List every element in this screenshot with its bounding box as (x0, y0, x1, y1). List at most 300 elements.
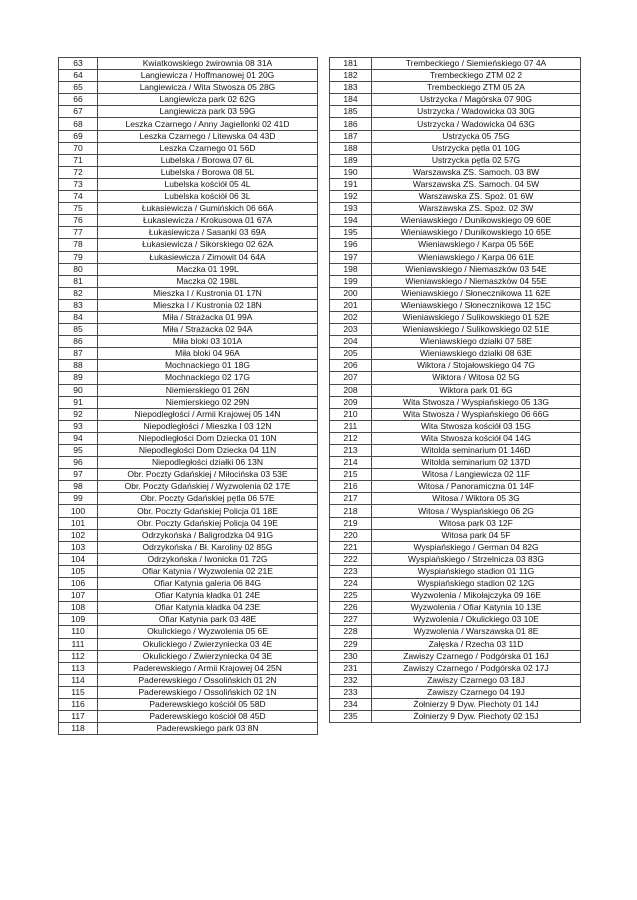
stop-number-cell: 221 (330, 541, 372, 553)
table-row (59, 191, 318, 203)
table-row (330, 215, 581, 227)
table-row (59, 287, 318, 299)
stop-number-cell: 71 (59, 154, 98, 166)
stop-number-cell: 222 (330, 553, 372, 565)
table-row (59, 348, 318, 360)
stop-name-cell: Witosa / Panoramiczna 01 14F (372, 481, 581, 493)
table-row (330, 275, 581, 287)
stop-name-cell: Wita Stwosza kościół 03 15G (372, 420, 581, 432)
stop-name-cell: Zawiszy Czarnego / Podgórska 02 17J (372, 662, 581, 674)
table-row (330, 299, 581, 311)
table-row (330, 239, 581, 251)
table-row (59, 711, 318, 723)
stop-name-cell: Wiktora park 01 6G (372, 384, 581, 396)
stop-name-cell: Ustrzycka 05 75G (372, 130, 581, 142)
stop-name-cell: Wyspiańskiego stadion 02 12G (372, 578, 581, 590)
table-row (59, 493, 318, 505)
stop-name-cell: Okulickiego / Zwierzyniecka 03 4E (98, 638, 318, 650)
table-row (59, 626, 318, 638)
stop-number-cell: 194 (330, 215, 372, 227)
stop-name-cell: Langiewicza / Hoffmanowej 01 20G (98, 70, 318, 82)
table-row (330, 203, 581, 215)
stop-number-cell: 232 (330, 674, 372, 686)
table-row (59, 58, 318, 70)
stop-name-cell: Kwiatkowskiego żwirownia 08 31A (98, 58, 318, 70)
stop-name-cell: Wiktora / Witosa 02 5G (372, 372, 581, 384)
table-row (330, 178, 581, 190)
stop-number-cell: 223 (330, 565, 372, 577)
stop-number-cell: 115 (59, 686, 98, 698)
stop-number-cell: 70 (59, 142, 98, 154)
stop-number-cell: 93 (59, 420, 98, 432)
stop-number-cell: 217 (330, 493, 372, 505)
stop-name-cell: Żołnierzy 9 Dyw. Piechoty 02 15J (372, 711, 581, 723)
table-row (330, 626, 581, 638)
table-row (330, 553, 581, 565)
stop-number-cell: 75 (59, 203, 98, 215)
stop-name-cell: Ofiar Katynia kładka 01 24E (98, 590, 318, 602)
stop-name-cell: Wita Stwosza kościół 04 14G (372, 432, 581, 444)
table-row (59, 324, 318, 336)
table-row (59, 445, 318, 457)
table-row (330, 565, 581, 577)
table-row (59, 420, 318, 432)
table-row (59, 118, 318, 130)
table-row (59, 517, 318, 529)
table-row (59, 70, 318, 82)
stop-name-cell: Odrzykońska / Iwonicka 01 72G (98, 553, 318, 565)
stop-number-cell: 98 (59, 481, 98, 493)
table-row (330, 384, 581, 396)
table-row (330, 481, 581, 493)
stop-number-cell: 182 (330, 70, 372, 82)
table-row (330, 251, 581, 263)
table-row (59, 142, 318, 154)
stop-name-cell: Miła / Strażacka 02 94A (98, 324, 318, 336)
table-row (330, 420, 581, 432)
stop-name-cell: Okulickiego / Zwierzyniecka 04 3E (98, 650, 318, 662)
stop-name-cell: Wieniawskiego działki 08 63E (372, 348, 581, 360)
stop-name-cell: Wieniawskiego / Sulikowskiego 01 52E (372, 311, 581, 323)
stop-name-cell: Łukasiewicza / Zimowit 04 64A (98, 251, 318, 263)
table-row (330, 602, 581, 614)
stop-number-cell: 208 (330, 384, 372, 396)
table-row (59, 178, 318, 190)
stop-name-cell: Ustrzycka pętla 02 57G (372, 154, 581, 166)
stop-name-cell: Obr. Poczty Gdańskiej Policja 04 19E (98, 517, 318, 529)
stop-number-cell: 79 (59, 251, 98, 263)
stop-number-cell: 114 (59, 674, 98, 686)
table-row (330, 227, 581, 239)
stop-name-cell: Łukasiewicza / Gumińskich 06 66A (98, 203, 318, 215)
stop-number-cell: 74 (59, 191, 98, 203)
table-row (59, 602, 318, 614)
stop-name-cell: Obr. Poczty Gdańskiej / Wyzwolenia 02 17E (98, 481, 318, 493)
stop-name-cell: Warszawska ZS. Samoch. 04 5W (372, 178, 581, 190)
stop-number-cell: 109 (59, 614, 98, 626)
stop-name-cell: Mieszka I / Kustronia 01 17N (98, 287, 318, 299)
stop-number-cell: 219 (330, 517, 372, 529)
table-row (330, 408, 581, 420)
stop-name-cell: Wieniawskiego / Karpa 05 56E (372, 239, 581, 251)
stop-number-cell: 198 (330, 263, 372, 275)
table-row (59, 360, 318, 372)
table-row (330, 662, 581, 674)
bus-stop-table-left (58, 57, 318, 735)
table-row (59, 541, 318, 553)
table-row (59, 578, 318, 590)
stop-number-cell: 76 (59, 215, 98, 227)
stop-number-cell: 111 (59, 638, 98, 650)
table-row (59, 251, 318, 263)
table-row (330, 590, 581, 602)
stop-name-cell: Langiewicza / Wita Stwosza 05 28G (98, 82, 318, 94)
stop-name-cell: Wiktora / Stojałowskiego 04 7G (372, 360, 581, 372)
stop-name-cell: Wyzwolenia / Mikołajczyka 09 16E (372, 590, 581, 602)
stop-number-cell: 81 (59, 275, 98, 287)
stop-number-cell: 94 (59, 432, 98, 444)
table-row (59, 372, 318, 384)
table-row (59, 408, 318, 420)
stop-number-cell: 197 (330, 251, 372, 263)
table-row (59, 698, 318, 710)
table-row (330, 360, 581, 372)
stop-name-cell: Trembeckiego ZTM 05 2A (372, 82, 581, 94)
table-row (59, 299, 318, 311)
table-row (59, 662, 318, 674)
stop-name-cell: Odrzykońska / Bł. Karoliny 02 85G (98, 541, 318, 553)
stop-name-cell: Ustrzycka / Magórska 07 90G (372, 94, 581, 106)
stop-number-cell: 203 (330, 324, 372, 336)
stop-number-cell: 181 (330, 58, 372, 70)
stop-name-cell: Lubelska / Borowa 07 6L (98, 154, 318, 166)
stop-number-cell: 89 (59, 372, 98, 384)
stop-number-cell: 67 (59, 106, 98, 118)
stop-number-cell: 233 (330, 686, 372, 698)
table-row (330, 505, 581, 517)
stop-name-cell: Miła bloki 03 101A (98, 336, 318, 348)
table-row (330, 469, 581, 481)
stop-name-cell: Maczka 02 198L (98, 275, 318, 287)
stop-name-cell: Paderewskiego park 03 8N (98, 723, 318, 735)
table-row (330, 517, 581, 529)
table-row (330, 638, 581, 650)
table-row (59, 686, 318, 698)
stop-number-cell: 213 (330, 445, 372, 457)
stop-number-cell: 229 (330, 638, 372, 650)
table-row (330, 106, 581, 118)
stop-number-cell: 86 (59, 336, 98, 348)
stop-name-cell: Mochnackiego 01 18G (98, 360, 318, 372)
stop-name-cell: Witosa park 03 12F (372, 517, 581, 529)
stop-name-cell: Niepodległości / Armii Krajowej 05 14N (98, 408, 318, 420)
table-row (59, 432, 318, 444)
stop-number-cell: 80 (59, 263, 98, 275)
table-row (59, 590, 318, 602)
stop-number-cell: 66 (59, 94, 98, 106)
table-row (59, 650, 318, 662)
stop-name-cell: Wieniawskiego / Dunikowskiego 10 65E (372, 227, 581, 239)
stop-number-cell: 200 (330, 287, 372, 299)
stop-number-cell: 183 (330, 82, 372, 94)
table-row (59, 239, 318, 251)
stop-number-cell: 116 (59, 698, 98, 710)
stop-name-cell: Witosa / Wiktora 05 3G (372, 493, 581, 505)
stop-number-cell: 68 (59, 118, 98, 130)
stop-number-cell: 228 (330, 626, 372, 638)
table-row (330, 118, 581, 130)
table-row (330, 263, 581, 275)
stop-number-cell: 224 (330, 578, 372, 590)
stop-number-cell: 214 (330, 457, 372, 469)
stop-name-cell: Langiewicza park 02 62G (98, 94, 318, 106)
table-row (330, 578, 581, 590)
stop-name-cell: Niepodległości Dom Dziecka 04 11N (98, 445, 318, 457)
table-row (59, 505, 318, 517)
stop-number-cell: 226 (330, 602, 372, 614)
stop-name-cell: Załęska / Rzecha 03 11D (372, 638, 581, 650)
stop-number-cell: 212 (330, 432, 372, 444)
table-row (330, 348, 581, 360)
stop-name-cell: Obr. Poczty Gdańskiej Policja 01 18E (98, 505, 318, 517)
stop-number-cell: 218 (330, 505, 372, 517)
stop-number-cell: 91 (59, 396, 98, 408)
table-row (330, 493, 581, 505)
stop-name-cell: Wyspiańskiego / German 04 82G (372, 541, 581, 553)
table-row (330, 58, 581, 70)
stop-name-cell: Ustrzycka / Wadowicka 04 63G (372, 118, 581, 130)
stop-number-cell: 216 (330, 481, 372, 493)
table-row (330, 94, 581, 106)
stop-number-cell: 77 (59, 227, 98, 239)
stop-name-cell: Witosa / Wyspiańskiego 06 2G (372, 505, 581, 517)
stop-name-cell: Wyzwolenia / Warszawska 01 8E (372, 626, 581, 638)
stop-name-cell: Warszawska ZS. Samoch. 03 8W (372, 166, 581, 178)
stop-name-cell: Wieniawskiego / Karpa 06 61E (372, 251, 581, 263)
stop-number-cell: 227 (330, 614, 372, 626)
table-row (330, 529, 581, 541)
stop-name-cell: Łukasiewicza / Sasanki 03 69A (98, 227, 318, 239)
bus-stop-table-left-body (59, 58, 318, 735)
stop-number-cell: 64 (59, 70, 98, 82)
stop-name-cell: Ofiar Katynia park 03 48E (98, 614, 318, 626)
stop-number-cell: 106 (59, 578, 98, 590)
stop-name-cell: Witolda seminarium 01 146D (372, 445, 581, 457)
table-row (330, 698, 581, 710)
table-row (330, 372, 581, 384)
table-row (330, 166, 581, 178)
stop-name-cell: Paderewskiego / Ossolińskich 02 1N (98, 686, 318, 698)
stop-number-cell: 113 (59, 662, 98, 674)
stop-number-cell: 186 (330, 118, 372, 130)
table-row (59, 227, 318, 239)
stop-name-cell: Wyspiańskiego / Strzelnicza 03 83G (372, 553, 581, 565)
stop-number-cell: 85 (59, 324, 98, 336)
stop-number-cell: 69 (59, 130, 98, 142)
stop-number-cell: 235 (330, 711, 372, 723)
stop-number-cell: 87 (59, 348, 98, 360)
table-row (59, 311, 318, 323)
stop-number-cell: 63 (59, 58, 98, 70)
stop-number-cell: 189 (330, 154, 372, 166)
table-row (59, 723, 318, 735)
stop-number-cell: 187 (330, 130, 372, 142)
stop-number-cell: 206 (330, 360, 372, 372)
stop-number-cell: 230 (330, 650, 372, 662)
stop-number-cell: 207 (330, 372, 372, 384)
table-row (59, 529, 318, 541)
stop-number-cell: 78 (59, 239, 98, 251)
stop-number-cell: 72 (59, 166, 98, 178)
stop-number-cell: 99 (59, 493, 98, 505)
bus-stop-table-right-body (330, 58, 581, 723)
stop-number-cell: 82 (59, 287, 98, 299)
table-row (59, 130, 318, 142)
table-row (59, 94, 318, 106)
stop-number-cell: 205 (330, 348, 372, 360)
stop-name-cell: Trembeckiego / Siemieńskiego 07 4A (372, 58, 581, 70)
table-row (330, 686, 581, 698)
stop-name-cell: Wieniawskiego / Dunikowskiego 09 60E (372, 215, 581, 227)
stop-name-cell: Obr. Poczty Gdańskiej pętla 06 57E (98, 493, 318, 505)
stop-name-cell: Lubelska / Borowa 08 5L (98, 166, 318, 178)
table-row (59, 384, 318, 396)
stop-number-cell: 234 (330, 698, 372, 710)
stop-name-cell: Odrzykońska / Baligrodzka 04 91G (98, 529, 318, 541)
table-row (330, 191, 581, 203)
stop-number-cell: 90 (59, 384, 98, 396)
stop-number-cell: 88 (59, 360, 98, 372)
stop-number-cell: 190 (330, 166, 372, 178)
table-row (330, 650, 581, 662)
table-row (59, 614, 318, 626)
table-row (330, 711, 581, 723)
stop-name-cell: Wieniawskiego / Sulikowskiego 02 51E (372, 324, 581, 336)
stop-number-cell: 220 (330, 529, 372, 541)
stop-number-cell: 65 (59, 82, 98, 94)
stop-name-cell: Miła bloki 04 96A (98, 348, 318, 360)
stop-number-cell: 225 (330, 590, 372, 602)
stop-number-cell: 103 (59, 541, 98, 553)
table-row (330, 457, 581, 469)
stop-name-cell: Mochnackiego 02 17G (98, 372, 318, 384)
stop-name-cell: Langiewicza park 03 59G (98, 106, 318, 118)
table-row (59, 166, 318, 178)
table-row (59, 106, 318, 118)
table-row (330, 432, 581, 444)
stop-number-cell: 112 (59, 650, 98, 662)
stop-number-cell: 195 (330, 227, 372, 239)
stop-name-cell: Niemierskiego 02 29N (98, 396, 318, 408)
bus-stop-table-right (329, 57, 581, 723)
table-row (59, 457, 318, 469)
stop-name-cell: Łukasiewicza / Sikorskiego 02 62A (98, 239, 318, 251)
stop-name-cell: Ofiar Katynia kładka 04 23E (98, 602, 318, 614)
stop-number-cell: 201 (330, 299, 372, 311)
stop-number-cell: 107 (59, 590, 98, 602)
stop-number-cell: 188 (330, 142, 372, 154)
stop-name-cell: Warszawska ZS. Spoż. 01 6W (372, 191, 581, 203)
table-row (330, 142, 581, 154)
stop-name-cell: Mieszka I / Kustronia 02 18N (98, 299, 318, 311)
table-row (330, 324, 581, 336)
stop-number-cell: 118 (59, 723, 98, 735)
stop-number-cell: 184 (330, 94, 372, 106)
stop-number-cell: 196 (330, 239, 372, 251)
stop-name-cell: Łukasiewicza / Krokusowa 01 67A (98, 215, 318, 227)
stop-number-cell: 117 (59, 711, 98, 723)
stop-name-cell: Żołnierzy 9 Dyw. Piechoty 01 14J (372, 698, 581, 710)
stop-name-cell: Wieniawskiego / Niemaszków 03 54E (372, 263, 581, 275)
stop-name-cell: Warszawska ZS. Spoż. 02 3W (372, 203, 581, 215)
table-row (330, 154, 581, 166)
table-row (330, 336, 581, 348)
stop-name-cell: Niepodległości / Mieszka I 03 12N (98, 420, 318, 432)
table-row (330, 396, 581, 408)
stop-number-cell: 105 (59, 565, 98, 577)
stop-number-cell: 95 (59, 445, 98, 457)
stop-name-cell: Wyzwolenia / Ofiar Katynia 10 13E (372, 602, 581, 614)
stop-name-cell: Okulickiego / Wyzwolenia 05 6E (98, 626, 318, 638)
stop-name-cell: Trembeckiego ZTM 02 2 (372, 70, 581, 82)
stop-name-cell: Leszka Czarnego / Litewska 04 43D (98, 130, 318, 142)
stop-name-cell: Paderewskiego / Armii Krajowej 04 25N (98, 662, 318, 674)
stop-number-cell: 193 (330, 203, 372, 215)
stop-name-cell: Wita Stwosza / Wyspiańskiego 06 66G (372, 408, 581, 420)
stop-number-cell: 209 (330, 396, 372, 408)
stop-number-cell: 102 (59, 529, 98, 541)
stop-number-cell: 211 (330, 420, 372, 432)
stop-name-cell: Leszka Czarnego 01 56D (98, 142, 318, 154)
table-row (330, 614, 581, 626)
stop-name-cell: Lubelska kościół 05 4L (98, 178, 318, 190)
stop-number-cell: 100 (59, 505, 98, 517)
table-row (59, 396, 318, 408)
stop-number-cell: 108 (59, 602, 98, 614)
stop-name-cell: Wieniawskiego / Słonecznikowa 11 62E (372, 287, 581, 299)
stop-number-cell: 92 (59, 408, 98, 420)
table-row (330, 445, 581, 457)
stop-number-cell: 110 (59, 626, 98, 638)
table-row (59, 674, 318, 686)
table-row (59, 565, 318, 577)
table-row (330, 82, 581, 94)
stop-number-cell: 210 (330, 408, 372, 420)
stop-number-cell: 192 (330, 191, 372, 203)
stop-number-cell: 96 (59, 457, 98, 469)
table-row (59, 215, 318, 227)
stop-name-cell: Wieniawskiego / Słonecznikowa 12 15C (372, 299, 581, 311)
stop-name-cell: Zawiszy Czarnego / Podgórska 01 16J (372, 650, 581, 662)
stop-name-cell: Witolda seminarium 02 137D (372, 457, 581, 469)
stop-name-cell: Niemierskiego 01 26N (98, 384, 318, 396)
stop-number-cell: 202 (330, 311, 372, 323)
stop-name-cell: Leszka Czarnego / Anny Jagiellonki 02 41D (98, 118, 318, 130)
stop-name-cell: Paderewskiego kościół 08 45D (98, 711, 318, 723)
stop-name-cell: Wieniawskiego / Niemaszków 04 55E (372, 275, 581, 287)
stop-name-cell: Wyzwolenia / Okulickiego 03 10E (372, 614, 581, 626)
stop-name-cell: Wieniawskiego działki 07 58E (372, 336, 581, 348)
stop-name-cell: Miła / Strażacka 01 99A (98, 311, 318, 323)
table-row (330, 287, 581, 299)
stop-number-cell: 191 (330, 178, 372, 190)
stop-number-cell: 101 (59, 517, 98, 529)
stop-number-cell: 104 (59, 553, 98, 565)
table-row (59, 553, 318, 565)
stop-number-cell: 231 (330, 662, 372, 674)
stop-name-cell: Wyspiańskiego stadion 01 11G (372, 565, 581, 577)
stop-number-cell: 199 (330, 275, 372, 287)
